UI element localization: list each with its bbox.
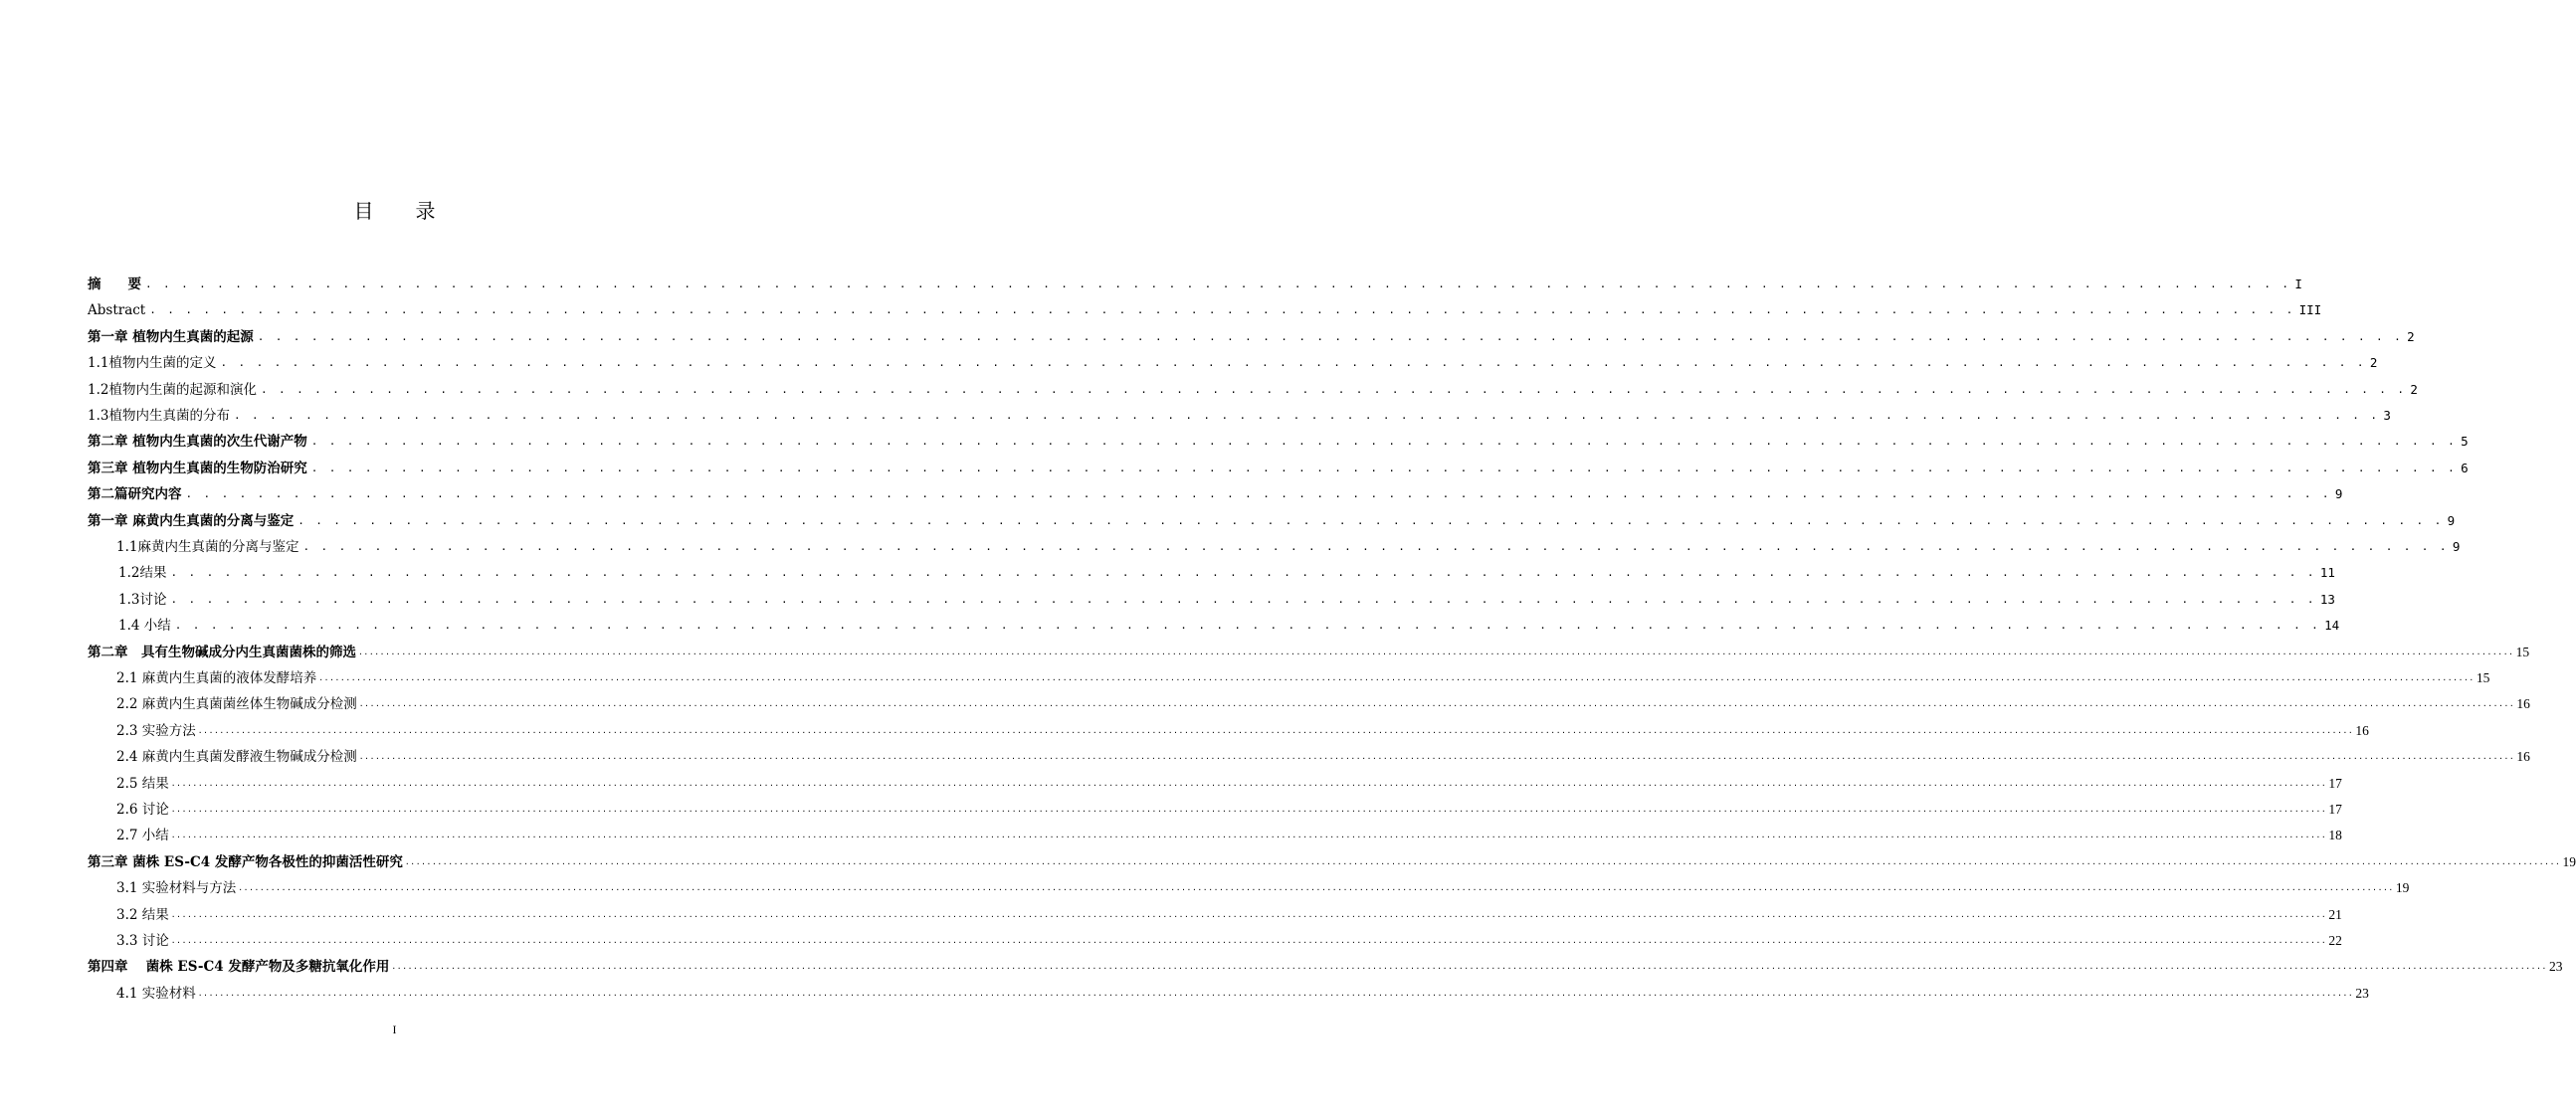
toc-entry[interactable]: [88, 352, 2378, 372]
toc-dot-leader: . . . . . . . . . . . . . . . . . . . . . . . . . . . . . . . . . . . . . . . . . . . . . . . . . . . . . . . . . . . . . . . . . . . . . . . . . . . . . . . . . . . . . . . . . . . . . . . . . . . . . . . . . . . . . . . . . . . . . . . .: [257, 329, 2404, 343]
toc-entry[interactable]: [88, 930, 2342, 950]
toc-dot-leader: ................................................................................................................................................................................................................................................................................................................................................................................................................: [404, 856, 2561, 866]
toc-entry-title: 2.2 麻黄内生真菌菌丝体生物碱成分检测: [116, 696, 357, 713]
toc-entry-title: 1.2植物内生菌的起源和演化: [88, 381, 257, 398]
toc-page-number: 2: [2407, 328, 2415, 344]
toc-entry-title: 2.3 实验方法: [116, 722, 196, 739]
page-title: [0, 195, 789, 224]
toc-page-number: 19: [2395, 880, 2410, 896]
toc-page-number: 16: [2355, 722, 2369, 738]
toc-page-number: 9: [2447, 512, 2456, 528]
toc-page-number: 9: [2334, 486, 2343, 502]
toc-entry[interactable]: [88, 956, 2563, 976]
page-footer-number: I: [392, 1023, 397, 1036]
toc-dot-leader: ................................................................................................................................................................................................................................................................................................................................................................................................................: [238, 883, 2394, 893]
toc-page-number: 18: [2328, 828, 2342, 843]
toc-entry-title: 3.3 讨论: [116, 933, 169, 949]
toc-entry-title: 3.2 结果: [116, 906, 169, 923]
toc-entry-title: 4.1 实验材料: [116, 985, 196, 1002]
toc-entry-title: 3.1 实验材料与方法: [116, 880, 237, 897]
toc-entry[interactable]: [88, 746, 2530, 766]
toc-dot-leader: ................................................................................................................................................................................................................................................................................................................................................................................................................: [358, 647, 2514, 656]
toc-entry[interactable]: [88, 773, 2342, 793]
toc-entry-title: 第四章 菌株 ES-C4 发酵产物及多糖抗氧化作用: [88, 959, 390, 976]
toc-page-number: 15: [2476, 670, 2490, 685]
toc-page-number: 11: [2319, 565, 2335, 581]
toc-page-number: 2: [2410, 381, 2418, 397]
toc-dot-leader: . . . . . . . . . . . . . . . . . . . . . . . . . . . . . . . . . . . . . . . . . . . . . . . . . . . . . . . . . . . . . . . . . . . . . . . . . . . . . . . . . . . . . . . . . . . . . . . . . . . . . . . . . . . . . . . . . . . . . . . .: [170, 592, 2316, 606]
toc-entry-title: 第三章 菌株 ES-C4 发酵产物各极性的抑菌活性研究: [88, 853, 403, 870]
toc-entry[interactable]: [88, 983, 2369, 1003]
toc-dot-leader: ................................................................................................................................................................................................................................................................................................................................................................................................................: [170, 831, 2327, 840]
toc-page-number: 16: [2516, 696, 2530, 712]
toc-entry-title: 1.3植物内生真菌的分布: [88, 408, 230, 424]
toc-entry-title: Abstract: [88, 302, 146, 319]
toc-dot-leader: . . . . . . . . . . . . . . . . . . . . . . . . . . . . . . . . . . . . . . . . . . . . . . . . . . . . . . . . . . . . . . . . . . . . . . . . . . . . . . . . . . . . . . . . . . . . . . . . . . . . . . . . . . . . . . . . . . . . . . . .: [220, 356, 2366, 370]
toc-page-number: III: [2298, 302, 2322, 318]
toc-entry[interactable]: [88, 720, 2369, 740]
toc-entry[interactable]: [88, 904, 2342, 924]
toc-dot-leader: ................................................................................................................................................................................................................................................................................................................................................................................................................: [391, 962, 2547, 972]
toc-entry-title: 1.3讨论: [118, 591, 167, 608]
toc-entry-title: 1.2结果: [118, 565, 167, 582]
toc-entry[interactable]: [88, 326, 2415, 346]
toc-entry-title: 1.4 小结: [118, 618, 171, 635]
toc-dot-leader: ................................................................................................................................................................................................................................................................................................................................................................................................................: [197, 988, 2354, 998]
toc-entry[interactable]: [88, 379, 2418, 399]
toc-page-number: 9: [2452, 539, 2461, 554]
toc-dot-leader: . . . . . . . . . . . . . . . . . . . . . . . . . . . . . . . . . . . . . . . . . . . . . . . . . . . . . . . . . . . . . . . . . . . . . . . . . . . . . . . . . . . . . . . . . . . . . . . . . . . . . . . . . . . . . . . . . . . . . . . .: [174, 619, 2321, 633]
toc-dot-leader: ................................................................................................................................................................................................................................................................................................................................................................................................................: [170, 909, 2327, 919]
toc-page-number: 13: [2319, 591, 2335, 607]
toc-entry[interactable]: [88, 274, 2302, 293]
toc-page-number: 21: [2328, 906, 2342, 922]
toc-dot-leader: . . . . . . . . . . . . . . . . . . . . . . . . . . . . . . . . . . . . . . . . . . . . . . . . . . . . . . . . . . . . . . . . . . . . . . . . . . . . . . . . . . . . . . . . . . . . . . . . . . . . . . . . . . . . . . . . . . . . . . . .: [310, 435, 2458, 449]
toc-entry[interactable]: [88, 589, 2335, 609]
toc-dot-leader: . . . . . . . . . . . . . . . . . . . . . . . . . . . . . . . . . . . . . . . . . . . . . . . . . . . . . . . . . . . . . . . . . . . . . . . . . . . . . . . . . . . . . . . . . . . . . . . . . . . . . . . . . . . . . . . . . . . . . . . .: [260, 382, 2407, 396]
toc-entry[interactable]: [88, 299, 2322, 319]
toc-dot-leader: . . . . . . . . . . . . . . . . . . . . . . . . . . . . . . . . . . . . . . . . . . . . . . . . . . . . . . . . . . . . . . . . . . . . . . . . . . . . . . . . . . . . . . . . . . . . . . . . . . . . . . . . . . . . . . . . . . . . . . . .: [185, 487, 2331, 501]
toc-entry[interactable]: [88, 825, 2342, 844]
toc-entry[interactable]: [88, 667, 2490, 687]
toc-page-number: 23: [2548, 959, 2563, 975]
toc-page-number: 22: [2328, 933, 2342, 948]
toc-entry-title: 第三章 植物内生真菌的生物防治研究: [88, 460, 307, 476]
toc-entry[interactable]: [88, 799, 2342, 819]
toc-page-number: 16: [2516, 749, 2530, 765]
toc-page-number: 15: [2515, 644, 2530, 659]
toc-dot-leader: . . . . . . . . . . . . . . . . . . . . . . . . . . . . . . . . . . . . . . . . . . . . . . . . . . . . . . . . . . . . . . . . . . . . . . . . . . . . . . . . . . . . . . . . . . . . . . . . . . . . . . . . . . . . . . . . . . . . . . . .: [149, 303, 2295, 317]
toc-entry[interactable]: [88, 458, 2469, 477]
toc-page-number: 3: [2383, 408, 2391, 423]
title-char-right: 录: [415, 199, 436, 223]
toc-entry-title: 摘 要: [88, 277, 141, 292]
toc-dot-leader: . . . . . . . . . . . . . . . . . . . . . . . . . . . . . . . . . . . . . . . . . . . . . . . . . . . . . . . . . . . . . . . . . . . . . . . . . . . . . . . . . . . . . . . . . . . . . . . . . . . . . . . . . . . . . . . . . . . . . . . .: [233, 409, 2380, 422]
toc-entry-title: 第二章 具有生物碱成分内生真菌菌株的筛选: [88, 644, 356, 660]
toc-entry-title: 2.6 讨论: [116, 802, 169, 818]
toc-page-number: 23: [2355, 985, 2369, 1001]
toc-dot-leader: ................................................................................................................................................................................................................................................................................................................................................................................................................: [170, 805, 2327, 814]
toc-entry-title: 1.1植物内生菌的定义: [88, 355, 217, 372]
toc-entry-title: 第二章 植物内生真菌的次生代谢产物: [88, 434, 307, 451]
toc-entry[interactable]: [88, 642, 2530, 661]
title-char-left: 目: [353, 199, 374, 223]
toc-page-number: 5: [2461, 434, 2469, 450]
toc-dot-leader: ................................................................................................................................................................................................................................................................................................................................................................................................................: [197, 725, 2354, 735]
toc-entry-title: 第二篇研究内容: [88, 486, 182, 503]
toc-entry[interactable]: [88, 405, 2391, 425]
toc-entry[interactable]: [88, 483, 2343, 503]
toc-dot-leader: ................................................................................................................................................................................................................................................................................................................................................................................................................: [318, 673, 2475, 682]
toc-entry[interactable]: [88, 851, 2576, 871]
toc-entry[interactable]: [88, 615, 2340, 635]
toc-page-number: 14: [2324, 618, 2340, 634]
toc-dot-leader: . . . . . . . . . . . . . . . . . . . . . . . . . . . . . . . . . . . . . . . . . . . . . . . . . . . . . . . . . . . . . . . . . . . . . . . . . . . . . . . . . . . . . . . . . . . . . . . . . . . . . . . . . . . . . . . . . . . . . . . .: [170, 566, 2316, 580]
toc-entry-title: 第一章 麻黄内生真菌的分离与鉴定: [88, 512, 295, 529]
toc-entry[interactable]: [88, 431, 2469, 451]
toc-entry[interactable]: [88, 562, 2335, 582]
toc-entry[interactable]: [88, 536, 2461, 556]
toc-entry[interactable]: [88, 693, 2530, 713]
toc-page-number: I: [2294, 277, 2302, 291]
toc-entry-title: 2.5 结果: [116, 775, 169, 792]
toc-entry-title: 2.1 麻黄内生真菌的液体发酵培养: [116, 670, 317, 686]
toc-dot-leader: ................................................................................................................................................................................................................................................................................................................................................................................................................: [358, 752, 2515, 762]
toc-entry-title: 2.7 小结: [116, 828, 169, 844]
toc-dot-leader: ................................................................................................................................................................................................................................................................................................................................................................................................................: [170, 936, 2327, 945]
toc-entry[interactable]: [88, 877, 2410, 897]
toc-page-number: 19: [2562, 853, 2576, 869]
toc-dot-leader: ................................................................................................................................................................................................................................................................................................................................................................................................................: [358, 699, 2515, 709]
toc-entry[interactable]: [88, 510, 2456, 530]
toc-page-number: 17: [2328, 775, 2342, 791]
toc-page-number: 6: [2461, 460, 2469, 475]
toc-dot-leader: . . . . . . . . . . . . . . . . . . . . . . . . . . . . . . . . . . . . . . . . . . . . . . . . . . . . . . . . . . . . . . . . . . . . . . . . . . . . . . . . . . . . . . . . . . . . . . . . . . . . . . . . . . . . . . . . . . . . . . . .: [145, 278, 2291, 290]
toc-dot-leader: ................................................................................................................................................................................................................................................................................................................................................................................................................: [170, 778, 2327, 788]
toc-page-number: 2: [2369, 355, 2378, 371]
toc-dot-leader: . . . . . . . . . . . . . . . . . . . . . . . . . . . . . . . . . . . . . . . . . . . . . . . . . . . . . . . . . . . . . . . . . . . . . . . . . . . . . . . . . . . . . . . . . . . . . . . . . . . . . . . . . . . . . . . . . . . . . . . .: [310, 461, 2458, 474]
toc-dot-leader: . . . . . . . . . . . . . . . . . . . . . . . . . . . . . . . . . . . . . . . . . . . . . . . . . . . . . . . . . . . . . . . . . . . . . . . . . . . . . . . . . . . . . . . . . . . . . . . . . . . . . . . . . . . . . . . . . . . . . . . .: [302, 540, 2449, 553]
toc-dot-leader: . . . . . . . . . . . . . . . . . . . . . . . . . . . . . . . . . . . . . . . . . . . . . . . . . . . . . . . . . . . . . . . . . . . . . . . . . . . . . . . . . . . . . . . . . . . . . . . . . . . . . . . . . . . . . . . . . . . . . . . .: [297, 513, 2444, 527]
toc-entry-title: 第一章 植物内生真菌的起源: [88, 328, 254, 345]
toc-entry-title: 2.4 麻黄内生真菌发酵液生物碱成分检测: [116, 749, 357, 766]
toc-entry-title: 1.1麻黄内生真菌的分离与鉴定: [116, 539, 299, 555]
toc-page-number: 17: [2328, 802, 2342, 817]
